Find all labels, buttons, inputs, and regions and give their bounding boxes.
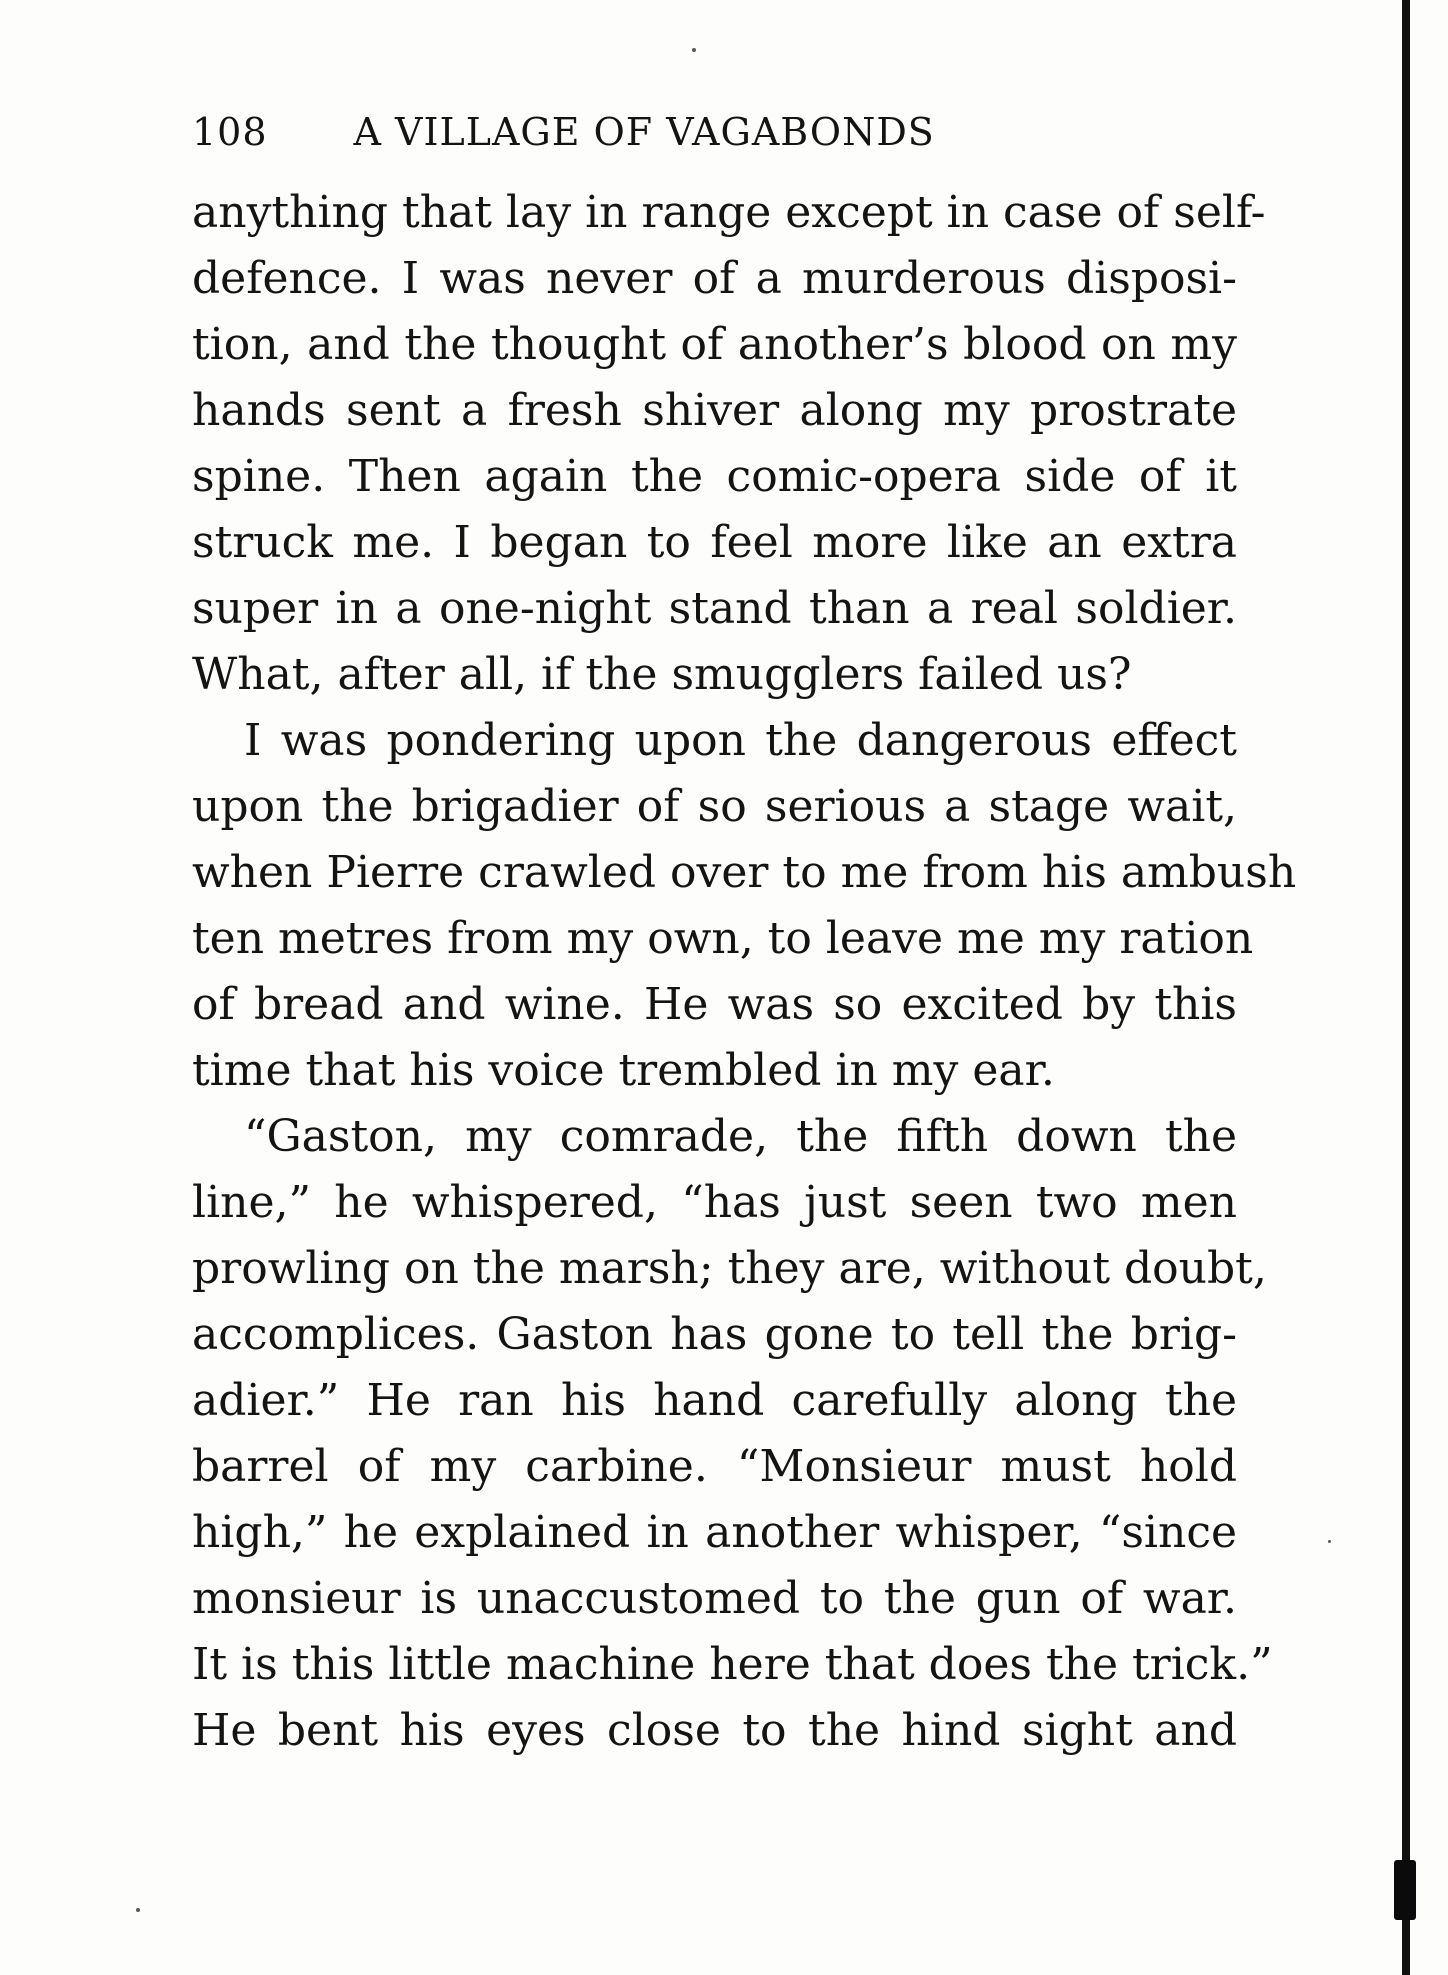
text-line: I was pondering upon the dangerous effect	[244, 715, 1237, 766]
text-line: adier.” He ran his hand carefully along the	[192, 1375, 1237, 1426]
text-line: accomplices. Gaston has gone to tell the brig-	[192, 1309, 1237, 1360]
text-line: spine. Then again the comic-opera side of it	[192, 451, 1237, 502]
scan-speck	[692, 48, 696, 52]
text-line: upon the brigadier of so serious a stage wait,	[192, 781, 1237, 832]
text-line: He bent his eyes close to the hind sight and	[192, 1705, 1237, 1756]
text-line: It is this little machine here that does the trick.”	[192, 1639, 1273, 1690]
running-title: A VILLAGE OF VAGABONDS	[353, 110, 935, 154]
text-line: line,” he whispered, “has just seen two men	[192, 1177, 1237, 1228]
text-line: What, after all, if the smugglers failed us?	[192, 649, 1132, 700]
text-line: high,” he explained in another whisper, “since	[192, 1507, 1237, 1558]
page-number: 108	[192, 110, 268, 154]
page-header	[192, 108, 1237, 156]
text-line: ten metres from my own, to leave me my ration	[192, 913, 1254, 964]
text-line: defence. I was never of a murderous disposi-	[192, 253, 1237, 304]
paragraph-1	[192, 180, 1266, 708]
text-line: super in a one-night stand than a real soldier.	[192, 583, 1237, 634]
text-line: anything that lay in range except in case of self-	[192, 187, 1266, 238]
text-line: of bread and wine. He was so excited by this	[192, 979, 1237, 1030]
text-line: struck me. I began to feel more like an extra	[192, 517, 1237, 568]
text-line: tion, and the thought of another’s blood on my	[192, 319, 1237, 370]
body-text	[192, 180, 1297, 1764]
text-line: hands sent a fresh shiver along my prostrate	[192, 385, 1237, 436]
paragraph-3	[192, 1104, 1273, 1764]
text-line: monsieur is unaccustomed to the gun of war.	[192, 1573, 1237, 1624]
paragraph-2	[192, 708, 1297, 1104]
text-line: “Gaston, my comrade, the fifth down the	[244, 1111, 1237, 1162]
text-line: prowling on the marsh; they are, without doubt,	[192, 1243, 1267, 1294]
page-edge-shadow	[1402, 0, 1410, 1975]
text-line: time that his voice trembled in my ear.	[192, 1045, 1055, 1096]
scan-speck	[1328, 1540, 1331, 1543]
scan-speck	[136, 1908, 140, 1912]
text-line: barrel of my carbine. “Monsieur must hold	[192, 1441, 1237, 1492]
text-line: when Pierre crawled over to me from his ambush	[192, 847, 1297, 898]
